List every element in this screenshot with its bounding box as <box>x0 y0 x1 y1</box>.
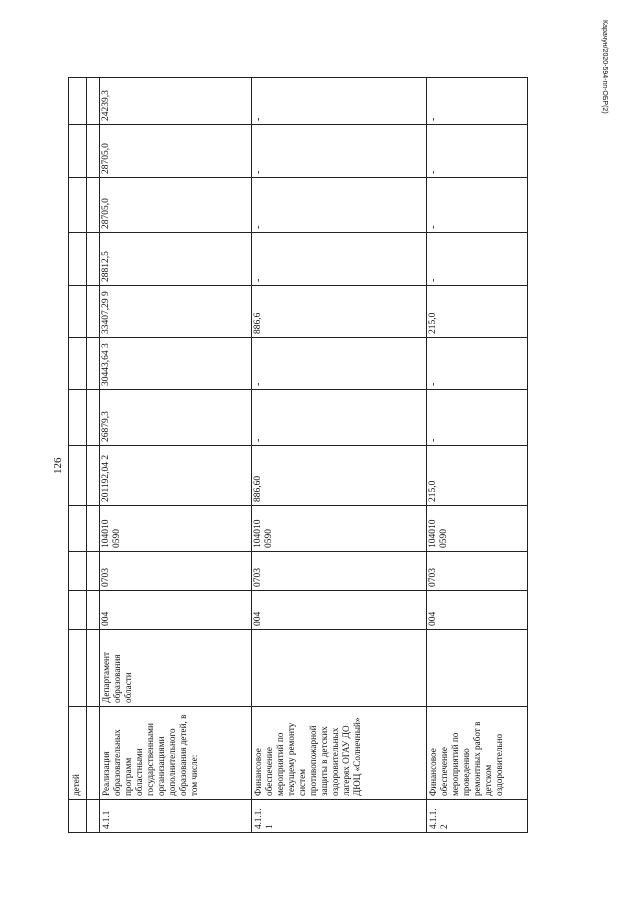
row1-rzpr: 0703 <box>101 568 111 587</box>
row1-year1: 26879,3 <box>101 411 111 442</box>
row3-year5: - <box>428 225 439 229</box>
row3-code: 4.1.1. 2 <box>428 806 449 829</box>
page-number: 126 <box>52 457 64 475</box>
row1-year3: 33407,29 9 <box>101 291 111 334</box>
row1-grbs: 004 <box>101 611 111 626</box>
row2-year2: - <box>253 382 264 386</box>
row3-year6: - <box>428 170 439 174</box>
row1-year4: 28812,5 <box>101 251 111 282</box>
row3-year4: - <box>428 278 439 282</box>
row2-name: Финансовое обеспечение мероприятий по текущему ремонту систем противопожарной защиты в детских оздоровительных лагерях ОГАУ ДО ДЮЦ «Солнечный» <box>253 717 362 796</box>
header-cell-children: детей <box>71 774 81 796</box>
row2-year6: - <box>253 170 264 174</box>
row2-year5: - <box>253 225 264 229</box>
row2-year1: - <box>253 438 264 442</box>
row3-total: 215,0 <box>428 480 438 502</box>
row1-year7: 24239,3 <box>101 90 111 121</box>
row2-total: 886,60 <box>253 475 263 502</box>
row2-csr: 104010 0590 <box>253 517 274 548</box>
row3-name: Финансовое обеспечение мероприятий по проведению ремонтных работ в детском оздоровительно <box>428 719 504 796</box>
row3-year1: - <box>428 438 439 442</box>
row3-year3: 215,0 <box>428 312 438 334</box>
row2-year4: - <box>253 278 264 282</box>
row3-csr: 104010 0590 <box>428 517 449 548</box>
row1-executor: Департамент образования области <box>101 649 133 703</box>
document-side-code: Карачун/2020-594-пп-ОБР(2) <box>601 20 608 114</box>
row2-executor <box>251 629 426 706</box>
row3-year7: - <box>428 117 439 121</box>
budget-table <box>68 77 528 833</box>
row1-code: 4.1.1 <box>101 810 111 829</box>
row2-year3: 886,6 <box>253 312 263 334</box>
row1-csr: 104010 0590 <box>101 517 122 548</box>
row2-year7: - <box>253 117 264 121</box>
row2-rzpr: 0703 <box>253 568 263 587</box>
row1-year2: 30443,64 3 <box>101 343 111 386</box>
row2-grbs: 004 <box>253 611 263 626</box>
row3-year2: - <box>428 382 439 386</box>
row2-code: 4.1.1. 1 <box>253 806 274 829</box>
row3-executor <box>426 629 527 706</box>
row1-name: Реализация образовательных программ областными государственными организациями дополнительного образования детей, в том числе: <box>101 712 199 796</box>
row1-year6: 28705,0 <box>101 143 111 174</box>
row1-year5: 28705,0 <box>101 198 111 229</box>
header-extra <box>69 78 86 124</box>
row3-grbs: 004 <box>428 611 438 626</box>
row1-total: 201192,04 2 <box>101 454 111 502</box>
row3-rzpr: 0703 <box>428 568 438 587</box>
